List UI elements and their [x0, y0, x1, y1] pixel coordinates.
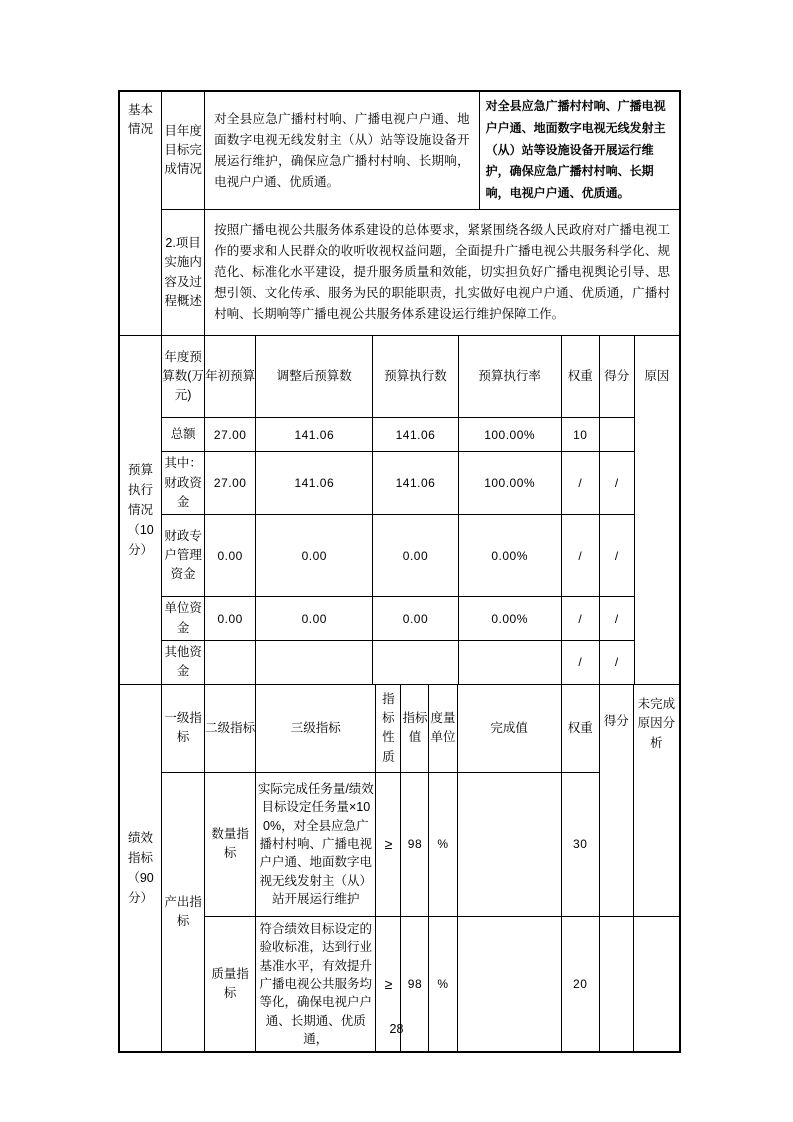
budget-row-other — [120, 641, 680, 685]
budget-cell-executed: 0.00 — [373, 597, 458, 641]
budget-cell-initial: 0.00 — [205, 597, 256, 641]
budget-row-fiscal — [120, 452, 680, 515]
budget-cell-initial: 27.00 — [205, 452, 256, 515]
evaluation-table — [118, 90, 681, 1053]
budget-cell-score — [599, 418, 634, 452]
budget-cell-score: / — [599, 515, 634, 597]
budget-row-unit — [120, 597, 680, 641]
budget-row-label: 其中：财政资金 — [162, 452, 205, 515]
budget-header-initial: 年初预算 — [205, 336, 256, 418]
budget-cell-weight: 10 — [561, 418, 599, 452]
budget-row-total — [120, 418, 680, 452]
perf-header-value: 指标值 — [401, 684, 429, 772]
budget-header-amount: 年度预算数(万元) — [162, 336, 205, 418]
budget-cell-initial: 27.00 — [205, 418, 256, 452]
budget-execution-table — [119, 335, 680, 685]
budget-cell-executed: 141.06 — [373, 418, 458, 452]
perf-header-unit: 度量单位 — [429, 684, 457, 772]
perf-level2-value: 质量指标 — [205, 916, 256, 1052]
budget-cell-adjusted: 141.06 — [256, 418, 373, 452]
perf-header-row — [120, 684, 680, 772]
budget-header-rate: 预算执行率 — [458, 336, 561, 418]
perf-row-quantity — [120, 772, 680, 916]
perf-level2-value: 数量指标 — [205, 772, 256, 916]
budget-row-label: 财政专户管理资金 — [162, 515, 205, 597]
basic-row-1 — [120, 92, 680, 210]
perf-indicator-value: 98 — [401, 772, 429, 916]
perf-header-level3: 三级指标 — [256, 684, 376, 772]
basic-section-label: 基本情况 — [120, 92, 162, 336]
budget-cell-rate: 0.00% — [458, 597, 561, 641]
budget-cell-rate: 100.00% — [458, 452, 561, 515]
perf-completed-value — [457, 772, 561, 916]
perf-header-reason: 未完成原因分析 — [633, 684, 679, 916]
budget-cell-rate: 100.00% — [458, 418, 561, 452]
budget-cell-executed — [373, 641, 458, 685]
budget-header-executed: 预算执行数 — [373, 336, 458, 418]
budget-row-fiscal-special — [120, 515, 680, 597]
perf-level3-text: 实际完成任务量/绩效目标设定任务量×100%，对全县应急广播村村响、广播电视户户通、地面数字电视无线发射主（从）站开展运行维护 — [256, 772, 376, 916]
page-number: 28 — [389, 1022, 404, 1036]
budget-row-label: 其他资金 — [162, 641, 205, 685]
perf-header-score: 得分 — [599, 684, 633, 916]
budget-cell-score: / — [599, 597, 634, 641]
performance-indicator-table — [119, 684, 680, 1053]
budget-cell-adjusted — [256, 641, 373, 685]
budget-row-label: 单位资金 — [162, 597, 205, 641]
budget-section-label: 预算执行情况（10分） — [120, 336, 162, 685]
budget-header-score: 得分 — [599, 336, 634, 418]
budget-row-label: 总额 — [162, 418, 205, 452]
budget-header-row — [120, 336, 680, 418]
perf-nature-value: ≥ — [376, 772, 401, 916]
budget-cell-initial: 0.00 — [205, 515, 256, 597]
budget-header-reason: 原因 — [634, 336, 679, 685]
annual-goal-label: 目年度目标完成情况 — [162, 92, 205, 210]
project-implementation-label: 2.项目实施内容及过程概述 — [162, 210, 205, 336]
budget-cell-executed: 0.00 — [373, 515, 458, 597]
perf-header-weight: 权重 — [561, 684, 599, 772]
perf-level3-text: 符合绩效目标设定的验收标准，达到行业基准水平，有效提升广播电视公共服务均等化，确保电视户户通、长期通、优质通， — [256, 916, 376, 1052]
perf-weight-value: 30 — [561, 772, 599, 916]
perf-header-nature: 指标性质 — [376, 684, 401, 772]
budget-cell-weight: / — [561, 515, 599, 597]
perf-section-label: 绩效指标（90分） — [120, 684, 162, 1052]
budget-cell-executed: 141.06 — [373, 452, 458, 515]
annual-goal-completion-text: 对全县应急广播村村响、广播电视户户通、地面数字电视无线发射主（从）站等设施设备开展运行维护，确保应急广播村村响、长期响，电视户户通、优质通。 — [479, 92, 679, 210]
basic-row-2 — [120, 210, 680, 336]
perf-weight-value: 20 — [561, 916, 599, 1052]
perf-header-level1: 一级指标 — [162, 684, 205, 772]
perf-header-level2: 二级指标 — [205, 684, 256, 772]
budget-cell-adjusted: 0.00 — [256, 597, 373, 641]
budget-cell-initial — [205, 641, 256, 685]
budget-cell-score: / — [599, 452, 634, 515]
perf-unit-value: % — [429, 772, 457, 916]
perf-header-completed: 完成值 — [457, 684, 561, 772]
perf-unit-value: % — [429, 916, 457, 1052]
budget-cell-adjusted: 141.06 — [256, 452, 373, 515]
project-implementation-text: 按照广播电视公共服务体系建设的总体要求，紧紧围绕各级人民政府对广播电视工作的要求和人民群众的收听收视权益问题，全面提升广播电视公共服务科学化、规范化、标准化水平建设，提升服务质量和效能，切实担负好广播电视舆论引导、思想引领、文化传承、服务为民的职能职责，扎实做好电视户户通、优质通，广播村村响、长期响等广播电视公共服务体系建设运行维护保障工作。 — [205, 210, 680, 336]
budget-cell-weight: / — [561, 452, 599, 515]
budget-cell-rate: 0.00% — [458, 515, 561, 597]
budget-cell-weight: / — [561, 641, 599, 685]
budget-cell-score: / — [599, 641, 634, 685]
perf-indicator-value: 98 — [401, 916, 429, 1052]
budget-header-adjusted: 调整后预算数 — [256, 336, 373, 418]
budget-cell-weight: / — [561, 597, 599, 641]
budget-cell-adjusted: 0.00 — [256, 515, 373, 597]
annual-goal-text: 对全县应急广播村村响、广播电视户户通、地面数字电视无线发射主（从）站等设施设备开展运行维护，确保应急广播村村响、长期响，电视户户通、优质通。 — [205, 92, 479, 210]
budget-header-weight: 权重 — [561, 336, 599, 418]
perf-level1-value: 产出指标 — [162, 772, 205, 1052]
perf-nature-value: ≥ — [376, 916, 401, 1052]
budget-cell-rate — [458, 641, 561, 685]
basic-info-table — [119, 91, 680, 336]
